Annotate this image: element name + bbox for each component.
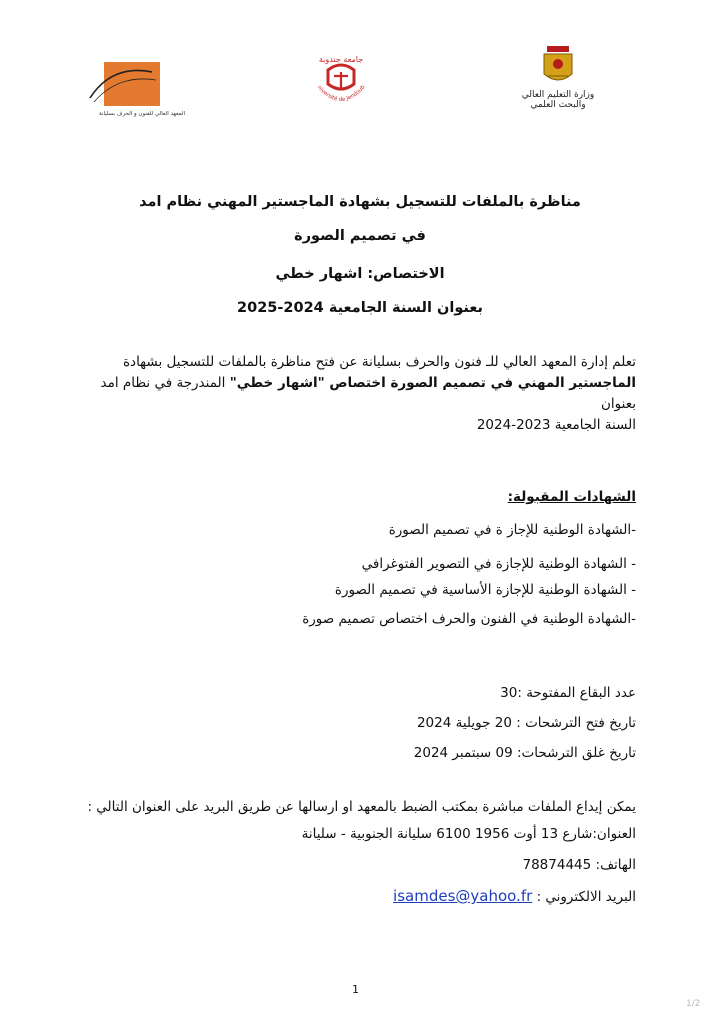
intro-line-1: تعلم إدارة المعهد العالي للـ فنون والحرف بسليانة عن فتح مناظرة بالملفات للتسجيل بشهادة [122, 354, 636, 370]
certificate-item: - الشهادة الوطنية للإجازة الأساسية في تصميم الصورة [334, 582, 636, 598]
deposit-instructions: يمكن إيداع الملفات مباشرة بمكتب الضبط بالمعهد او ارسالها عن طريق البريد على العنوان التالي : [87, 799, 636, 815]
phone-number: 78874445 [522, 857, 592, 873]
certificates-heading: الشهادات المقبولة: [507, 489, 636, 505]
intro-line-2-rest: المندرجة في نظام امد بعنوان [100, 375, 636, 412]
phone-label: الهاتف: [595, 857, 636, 873]
intro-paragraph [76, 352, 636, 436]
title-line-2: في تصميم الصورة [294, 228, 426, 244]
university-name-fr: niversité de Jendoub [315, 84, 367, 104]
postal-address: العنوان:شارع 13 أوت 1956 6100 سليانة الجنوبية - سليانة [301, 826, 636, 842]
intro-line-2 [76, 373, 636, 415]
university-logo [306, 50, 376, 115]
institute-logo-swoosh-icon [82, 58, 172, 108]
intro-line-2-bold: الماجستير المهني في تصميم الصورة اختصاص "اشهار خطي" [229, 375, 636, 391]
institute-logo [82, 58, 202, 128]
intro-line-3: السنة الجامعية 2023-2024 [476, 417, 636, 433]
title-line-3: الاختصاص: اشهار خطي [275, 266, 445, 282]
ministry-line2: والبحث العلمي [530, 100, 586, 110]
page-indicator: 1/2 [686, 999, 701, 1009]
applications-close-date: تاريخ غلق الترشحات: 09 سبتمبر 2024 [413, 745, 636, 761]
email-label: البريد الالكتروني : [536, 889, 636, 905]
title-line-4: بعنوان السنة الجامعية 2024-2025 [237, 300, 483, 316]
ministry-logo [518, 44, 598, 112]
certificate-item: - الشهادة الوطنية للإجازة في التصوير الفتوغرافي [361, 556, 636, 572]
certificate-item: -الشهادة الوطنية للإجاز ة في تصميم الصورة [388, 522, 636, 538]
open-seats: عدد البقاع المفتوحة :30 [500, 685, 636, 701]
ministry-line1: وزارة التعليم العالي [521, 90, 595, 100]
page-number: 1 [352, 983, 359, 996]
university-emblem-icon [306, 50, 376, 115]
email-line [66, 887, 636, 905]
email-link[interactable]: isamdes@yahoo.fr [393, 887, 533, 905]
applications-open-date: تاريخ فتح الترشحات : 20 جويلية 2024 [416, 715, 636, 731]
phone-line [66, 857, 636, 873]
certificate-item: -الشهادة الوطنية في الفنون والحرف اختصاص تصميم صورة [302, 611, 636, 627]
university-name-ar: جامعة جندوبة [318, 55, 364, 64]
title-line-1: مناظرة بالملفات للتسجيل بشهادة الماجستير المهني نظام امد [139, 194, 581, 210]
institute-caption: المعهد العالي للفنون و الحرف بسليانة [98, 111, 186, 117]
ministry-coat-of-arms-icon [518, 44, 598, 90]
